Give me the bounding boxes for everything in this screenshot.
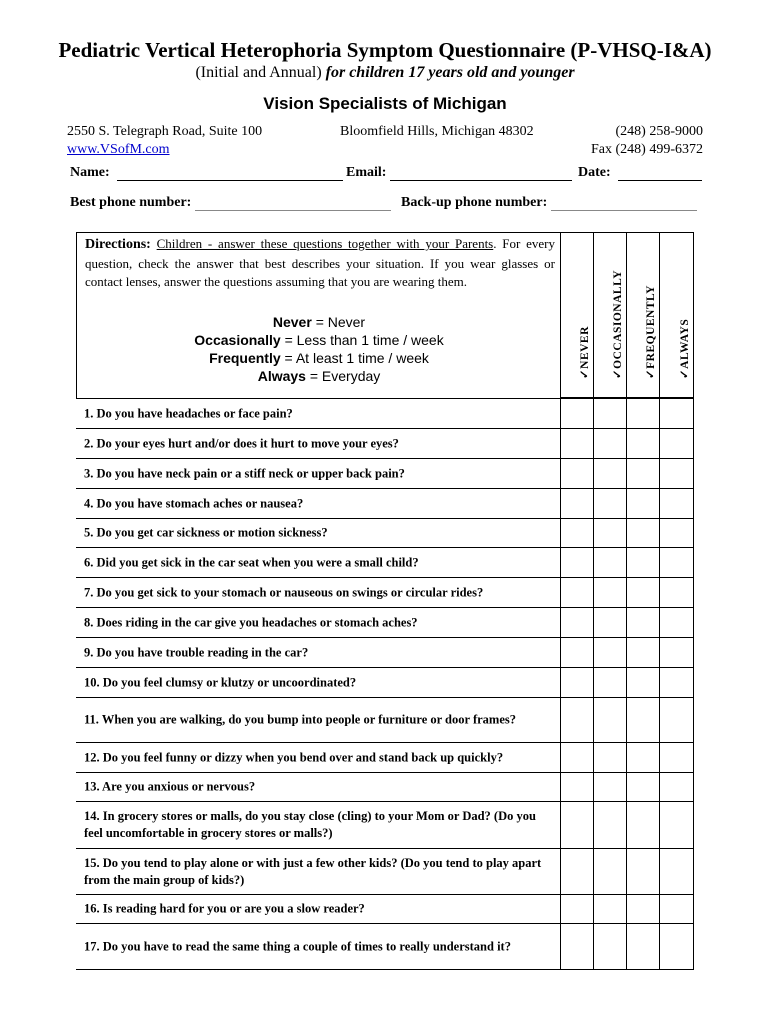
column-label-frequently: ✓FREQUENTLY bbox=[645, 285, 657, 379]
checkbox-never[interactable] bbox=[560, 519, 593, 547]
email-input-line[interactable] bbox=[390, 166, 572, 181]
directions-body: . For every question, check the answer that best describes your situation. If you wear glasses or contact lenses, answer the questions assuming that you are wearing them. bbox=[85, 236, 556, 289]
email-field-row bbox=[346, 165, 572, 181]
checkbox-occasionally[interactable] bbox=[593, 743, 626, 772]
question-row bbox=[76, 398, 694, 429]
checkbox-never[interactable] bbox=[560, 895, 593, 923]
checkbox-never[interactable] bbox=[560, 924, 593, 969]
frequency-legend bbox=[77, 313, 561, 385]
backup-phone-row bbox=[401, 195, 697, 211]
checkbox-always[interactable] bbox=[659, 895, 694, 923]
question-row bbox=[76, 924, 694, 970]
legend-item bbox=[77, 313, 561, 331]
question-row bbox=[76, 638, 694, 668]
form-subtitle bbox=[0, 64, 770, 82]
directions-box bbox=[76, 232, 561, 399]
checkbox-frequently[interactable] bbox=[626, 849, 659, 894]
checkbox-frequently[interactable] bbox=[626, 743, 659, 772]
checkbox-never[interactable] bbox=[560, 802, 593, 848]
checkbox-frequently[interactable] bbox=[626, 489, 659, 518]
question-rows bbox=[76, 398, 694, 970]
checkbox-occasionally[interactable] bbox=[593, 773, 626, 801]
city-state-zip: Bloomfield Hills, Michigan 48302 bbox=[340, 124, 534, 139]
column-header-frequently bbox=[626, 232, 659, 398]
question-text: 16. Is reading hard for you or are you a slow reader? bbox=[84, 901, 365, 916]
date-field-row bbox=[578, 165, 702, 181]
name-label: Name: bbox=[70, 165, 110, 180]
column-label-never: ✓NEVER bbox=[579, 326, 591, 379]
column-label-occasionally: ✓OCCASIONALLY bbox=[612, 269, 624, 379]
checkbox-frequently[interactable] bbox=[626, 895, 659, 923]
question-row bbox=[76, 429, 694, 459]
website-link[interactable]: www.VSofM.com bbox=[67, 142, 170, 157]
checkbox-always[interactable] bbox=[659, 698, 694, 742]
question-text: 17. Do you have to read the same thing a couple of times to really understand it? bbox=[84, 939, 511, 953]
question-row bbox=[76, 578, 694, 608]
question-text: 7. Do you get sick to your stomach or nauseous on swings or circular rides? bbox=[84, 585, 484, 599]
checkbox-frequently[interactable] bbox=[626, 668, 659, 697]
checkbox-never[interactable] bbox=[560, 849, 593, 894]
checkbox-never[interactable] bbox=[560, 548, 593, 577]
checkbox-frequently[interactable] bbox=[626, 638, 659, 667]
checkbox-never[interactable] bbox=[560, 698, 593, 742]
name-input-line[interactable] bbox=[117, 166, 343, 181]
legend-item bbox=[77, 331, 561, 349]
checkbox-frequently[interactable] bbox=[626, 924, 659, 969]
org-name: Vision Specialists of Michigan bbox=[263, 94, 507, 113]
question-row bbox=[76, 608, 694, 638]
date-label: Date: bbox=[578, 165, 611, 180]
checkbox-occasionally[interactable] bbox=[593, 519, 626, 547]
checkbox-occasionally[interactable] bbox=[593, 548, 626, 577]
question-text: 14. In grocery stores or malls, do you stay close (cling) to your Mom or Dad? (Do you feel uncomfortable in grocery stores or malls?) bbox=[84, 809, 536, 840]
checkbox-frequently[interactable] bbox=[626, 548, 659, 577]
checkbox-always[interactable] bbox=[659, 849, 694, 894]
checkbox-never[interactable] bbox=[560, 489, 593, 518]
checkbox-frequently[interactable] bbox=[626, 578, 659, 607]
checkbox-occasionally[interactable] bbox=[593, 638, 626, 667]
question-text: 3. Do you have neck pain or a stiff neck or upper back pain? bbox=[84, 466, 405, 480]
backup-phone-label: Back-up phone number: bbox=[401, 195, 548, 210]
checkbox-always[interactable] bbox=[659, 519, 694, 547]
question-row bbox=[76, 802, 694, 849]
question-text: 11. When you are walking, do you bump into people or furniture or door frames? bbox=[84, 712, 516, 727]
checkbox-always[interactable] bbox=[659, 459, 694, 488]
checkbox-frequently[interactable] bbox=[626, 773, 659, 801]
checkbox-never[interactable] bbox=[560, 459, 593, 488]
checkbox-occasionally[interactable] bbox=[593, 399, 626, 428]
checkbox-frequently[interactable] bbox=[626, 459, 659, 488]
checkbox-occasionally[interactable] bbox=[593, 849, 626, 894]
column-header-never bbox=[560, 232, 593, 398]
checkbox-never[interactable] bbox=[560, 578, 593, 607]
phone-number: (248) 258-9000 bbox=[615, 124, 703, 139]
checkbox-frequently[interactable] bbox=[626, 698, 659, 742]
question-row bbox=[76, 773, 694, 802]
column-header-always bbox=[659, 232, 694, 398]
checkbox-always[interactable] bbox=[659, 668, 694, 697]
checkbox-occasionally[interactable] bbox=[593, 895, 626, 923]
checkbox-occasionally[interactable] bbox=[593, 608, 626, 637]
checkbox-occasionally[interactable] bbox=[593, 698, 626, 742]
question-text: 15. Do you tend to play alone or with just a few other kids? (Do you tend to play apart from the main group of kids?) bbox=[84, 855, 542, 887]
checkbox-never[interactable] bbox=[560, 743, 593, 772]
checkbox-frequently[interactable] bbox=[626, 802, 659, 848]
checkbox-always[interactable] bbox=[659, 578, 694, 607]
checkbox-frequently[interactable] bbox=[626, 608, 659, 637]
checkbox-never[interactable] bbox=[560, 638, 593, 667]
question-text: 5. Do you get car sickness or motion sickness? bbox=[84, 525, 328, 540]
column-header-occasionally bbox=[593, 232, 626, 398]
column-label-always: ✓ALWAYS bbox=[678, 318, 691, 379]
question-row bbox=[76, 698, 694, 743]
question-row bbox=[76, 459, 694, 489]
question-text: 6. Did you get sick in the car seat when you were a small child? bbox=[84, 555, 419, 569]
legend-term: Frequently bbox=[209, 350, 281, 366]
checkbox-occasionally[interactable] bbox=[593, 578, 626, 607]
best-phone-row bbox=[70, 195, 391, 211]
fax-number: Fax (248) 499-6372 bbox=[591, 142, 703, 157]
checkbox-always[interactable] bbox=[659, 638, 694, 667]
subtitle-emphasis: for children 17 years old and younger bbox=[325, 64, 575, 81]
legend-definition: = Everyday bbox=[309, 368, 381, 384]
question-text: 9. Do you have trouble reading in the car? bbox=[84, 645, 309, 659]
checkbox-frequently[interactable] bbox=[626, 399, 659, 428]
directions-parents-note: Children - answer these questions together with your Parents bbox=[156, 236, 494, 251]
question-row bbox=[76, 489, 694, 519]
checkbox-always[interactable] bbox=[659, 924, 694, 969]
legend-term: Never bbox=[272, 314, 312, 330]
checkbox-always[interactable] bbox=[659, 548, 694, 577]
checkbox-always[interactable] bbox=[659, 773, 694, 801]
name-field-row bbox=[70, 165, 343, 181]
email-label: Email: bbox=[346, 165, 387, 180]
checkbox-always[interactable] bbox=[659, 429, 694, 458]
directions-label: Directions: bbox=[85, 237, 151, 252]
best-phone-label: Best phone number: bbox=[70, 195, 192, 210]
question-text: 12. Do you feel funny or dizzy when you bend over and stand back up quickly? bbox=[84, 750, 504, 764]
form-title: Pediatric Vertical Heterophoria Symptom Questionnaire (P-VHSQ-I&A) bbox=[58, 38, 712, 62]
checkbox-never[interactable] bbox=[560, 608, 593, 637]
question-text: 13. Are you anxious or nervous? bbox=[84, 779, 256, 794]
checkbox-frequently[interactable] bbox=[626, 429, 659, 458]
question-text: 1. Do you have headaches or face pain? bbox=[84, 406, 293, 420]
checkbox-always[interactable] bbox=[659, 489, 694, 518]
question-row bbox=[76, 849, 694, 895]
legend-definition: = At least 1 time / week bbox=[284, 350, 429, 366]
checkbox-occasionally[interactable] bbox=[593, 459, 626, 488]
best-phone-input-line[interactable] bbox=[195, 196, 391, 211]
question-text: 2. Do your eyes hurt and/or does it hurt to move your eyes? bbox=[84, 436, 399, 450]
checkbox-never[interactable] bbox=[560, 668, 593, 697]
checkbox-always[interactable] bbox=[659, 608, 694, 637]
question-text: 8. Does riding in the car give you headaches or stomach aches? bbox=[84, 615, 418, 629]
question-row bbox=[76, 519, 694, 548]
subtitle-plain: (Initial and Annual) bbox=[195, 64, 322, 81]
checkbox-occasionally[interactable] bbox=[593, 668, 626, 697]
legend-item bbox=[77, 349, 561, 367]
legend-item bbox=[77, 367, 561, 385]
question-row bbox=[76, 743, 694, 773]
backup-phone-input-line[interactable] bbox=[551, 196, 697, 211]
question-row bbox=[76, 895, 694, 924]
checkbox-always[interactable] bbox=[659, 399, 694, 428]
checkbox-occasionally[interactable] bbox=[593, 924, 626, 969]
question-row bbox=[76, 548, 694, 578]
checkbox-never[interactable] bbox=[560, 399, 593, 428]
legend-definition: = Never bbox=[315, 314, 366, 330]
checkbox-occasionally[interactable] bbox=[593, 429, 626, 458]
checkbox-never[interactable] bbox=[560, 773, 593, 801]
legend-definition: = Less than 1 time / week bbox=[284, 332, 444, 348]
street-address: 2550 S. Telegraph Road, Suite 100 bbox=[67, 124, 263, 139]
checkbox-always[interactable] bbox=[659, 802, 694, 848]
checkbox-always[interactable] bbox=[659, 743, 694, 772]
question-text: 10. Do you feel clumsy or klutzy or uncoordinated? bbox=[84, 675, 357, 689]
legend-term: Always bbox=[257, 368, 306, 384]
question-row bbox=[76, 668, 694, 698]
legend-term: Occasionally bbox=[194, 332, 281, 348]
checkbox-frequently[interactable] bbox=[626, 519, 659, 547]
questionnaire-table bbox=[76, 232, 694, 954]
checkbox-never[interactable] bbox=[560, 429, 593, 458]
checkbox-occasionally[interactable] bbox=[593, 802, 626, 848]
question-text: 4. Do you have stomach aches or nausea? bbox=[84, 496, 304, 510]
checkbox-occasionally[interactable] bbox=[593, 489, 626, 518]
date-input-line[interactable] bbox=[618, 166, 702, 181]
directions-text bbox=[85, 235, 555, 292]
